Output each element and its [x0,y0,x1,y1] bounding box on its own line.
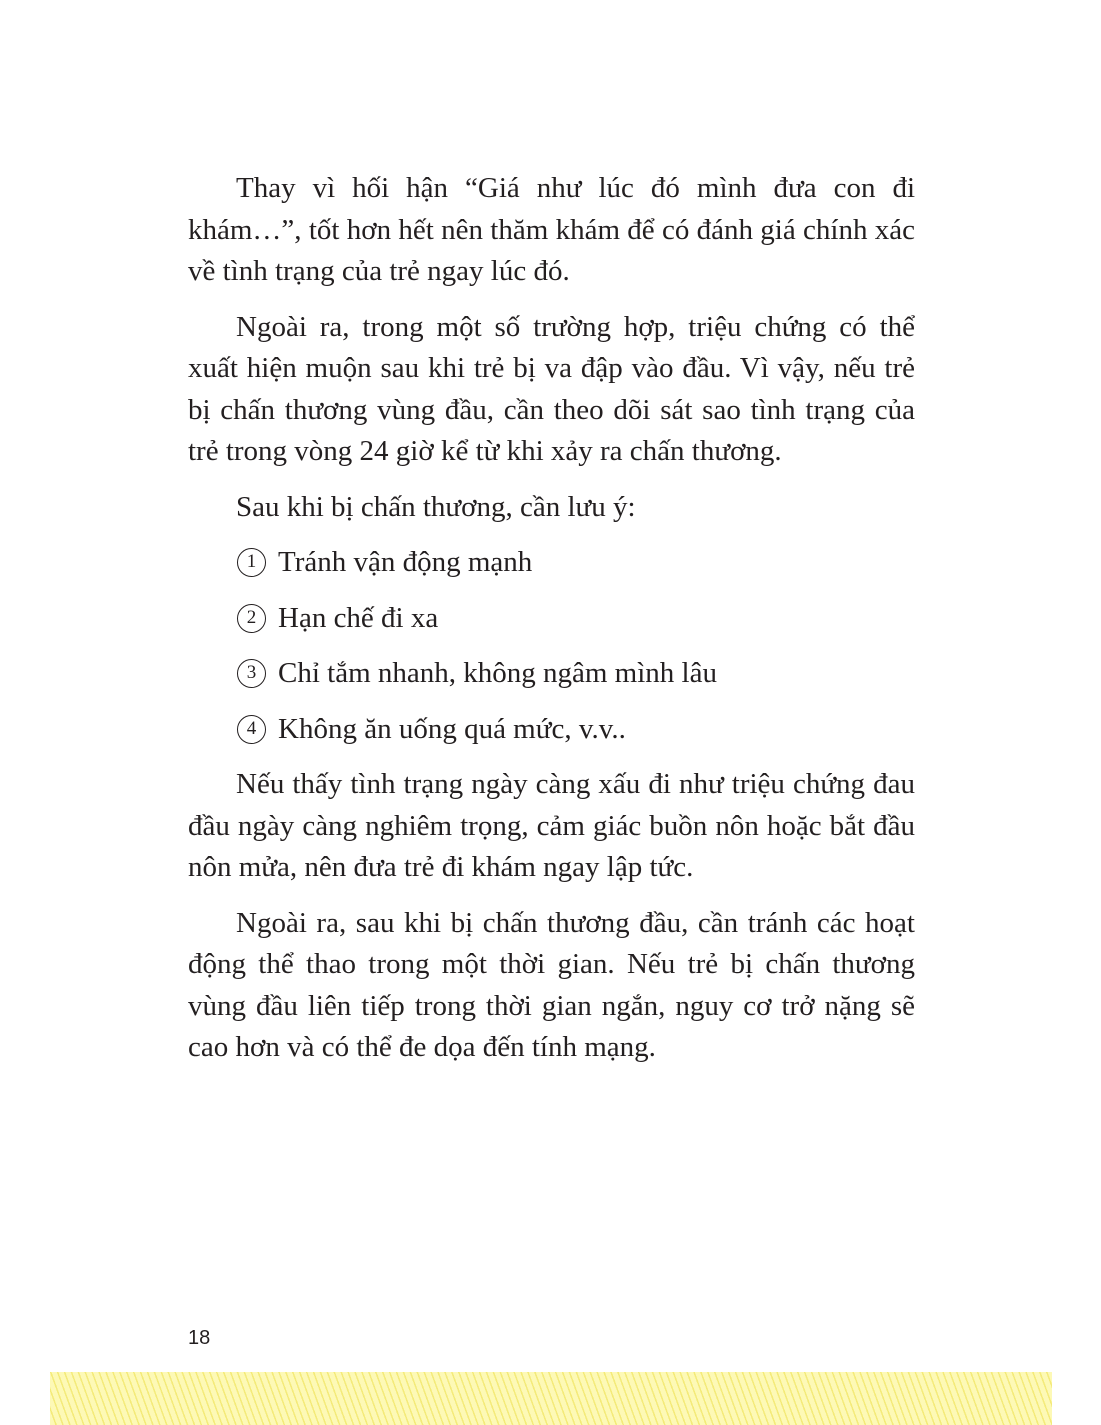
list-item-text: Chỉ tắm nhanh, không ngâm mình lâu [278,657,717,689]
page-body-text [188,168,915,1083]
paragraph-delayed-symptoms: Ngoài ra, trong một số trường hợp, triệu chứng có thể xuất hiện muộn sau khi trẻ bị va đập vào đầu. Vì vậy, nếu trẻ bị chấn thương vùng đầu, cần theo dõi sát sao tình trạng của trẻ trong vòng 24 giờ kể từ khi xảy ra chấn thương. [188,310,915,467]
precautions-list [188,542,915,750]
paragraph-regret-advice: Thay vì hối hận “Giá như lúc đó mình đưa con đi khám…”, tốt hơn hết nên thăm khám để có đánh giá chính xác về tình trạng của trẻ ngay lúc đó. [188,172,915,287]
paragraph-avoid-sports: Ngoài ra, sau khi bị chấn thương đầu, cần tránh các hoạt động thể thao trong một thời gian. Nếu trẻ bị chấn thương vùng đầu liên tiếp trong thời gian ngắn, nguy cơ trở nặng sẽ cao hơn và có thể đe dọa đến tính mạng. [188,906,915,1063]
paragraph-worsening-signs: Nếu thấy tình trạng ngày càng xấu đi như triệu chứng đau đầu ngày càng nghiêm trọng, cảm giác buồn nôn hoặc bắt đầu nôn mửa, nên đưa trẻ đi khám ngay lập tức. [188,768,915,883]
circled-number-3: 3 [237,659,266,688]
list-item [237,598,915,640]
page-number: 18 [188,1327,211,1349]
list-item [237,653,915,695]
list-item [237,709,915,751]
paragraph-list-intro: Sau khi bị chấn thương, cần lưu ý: [236,490,636,523]
list-item-text: Hạn chế đi xa [278,601,439,634]
footer-striped-band [50,1372,1052,1425]
list-item-text: Không ăn uống quá mức, v.v.. [278,712,626,745]
list-item [237,542,915,584]
circled-number-2: 2 [237,604,266,633]
circled-number-4: 4 [237,715,266,744]
list-item-text: Tránh vận động mạnh [278,546,533,578]
circled-number-1: 1 [237,548,266,577]
